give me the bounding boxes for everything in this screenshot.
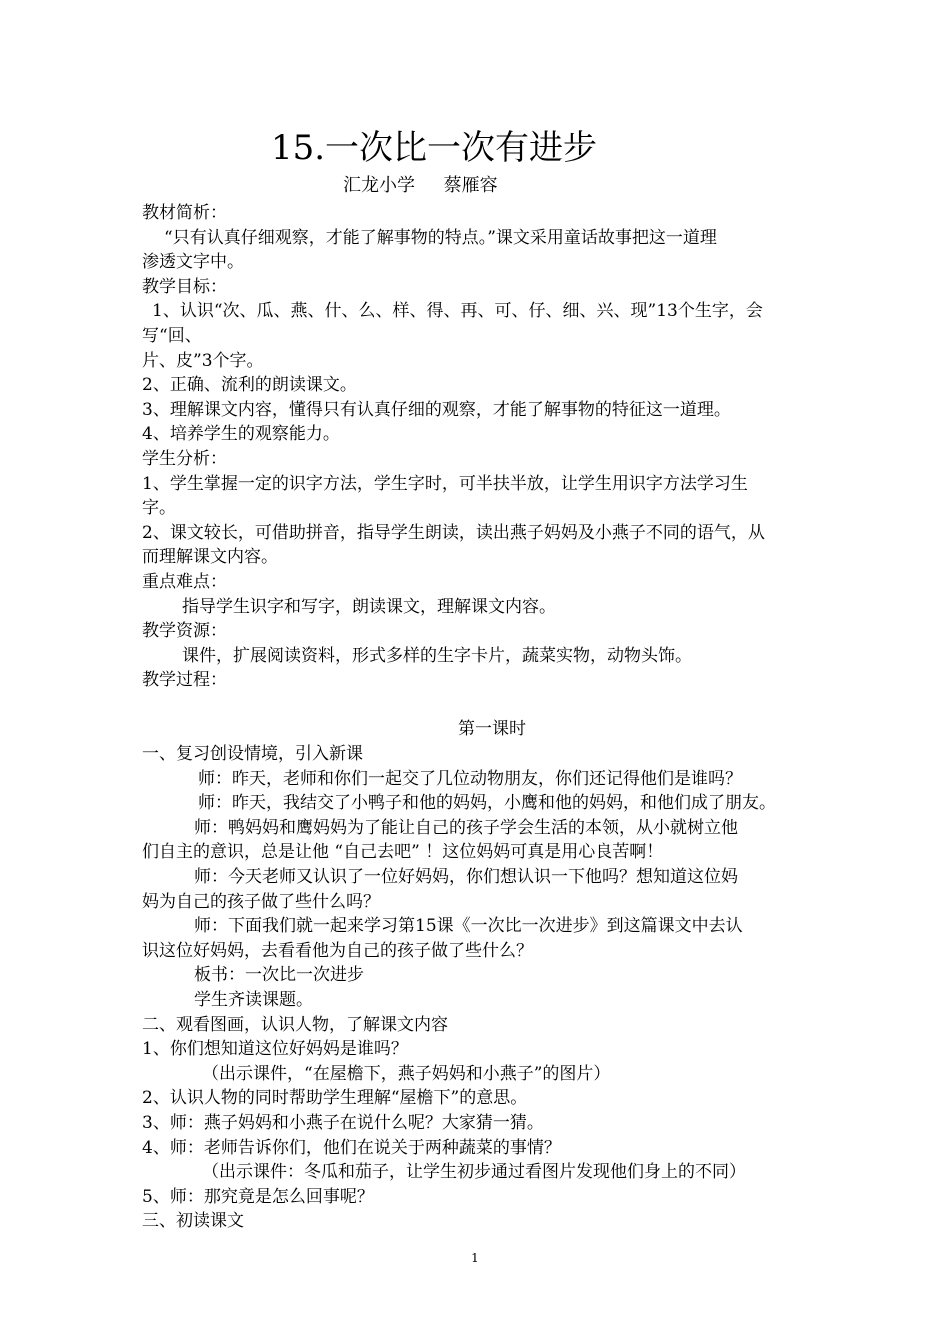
paragraph-line: 师：鸭妈妈和鹰妈妈为了能让自己的孩子学会生活的本领，从小就树立他 <box>194 817 738 838</box>
section-heading: 二、观看图画，认识人物，了解课文内容 <box>142 1014 448 1035</box>
blank-line <box>142 693 822 718</box>
paragraph-line: 4、师：老师告诉你们，他们在说关于两种蔬菜的事情？ <box>142 1137 561 1158</box>
paragraph-line: 字。 <box>142 498 176 519</box>
lesson-title: 15.一次比一次有进步 <box>270 128 598 168</box>
paragraph-line: 5、师：那究竟是怎么回事呢？ <box>142 1186 374 1207</box>
section-heading: 教学资源： <box>142 621 227 642</box>
paragraph-line: 2、正确、流利的朗读课文。 <box>142 375 357 396</box>
section-heading: 一、复习创设情境，引入新课 <box>142 744 363 765</box>
paragraph-line: （出示课件，“在屋檐下，燕子妈妈和小燕子”的图片） <box>202 1063 611 1084</box>
paragraph-line: 妈为自己的孩子做了些什么吗？ <box>142 891 380 912</box>
paragraph-line: “只有认真仔细观察，才能了解事物的特点。”课文采用童话故事把这一道理 <box>164 227 717 248</box>
paragraph-line: 师：今天老师又认识了一位好妈妈，你们想认识一下他吗？想知道这位妈 <box>194 867 738 888</box>
paragraph-line: 板书：一次比一次进步 <box>194 965 364 986</box>
lesson-period-heading: 第一课时 <box>458 719 526 740</box>
page-number: 1 <box>471 1251 479 1265</box>
section-heading: 重点难点： <box>142 571 227 592</box>
paragraph-line: 1、你们想知道这位好妈妈是谁吗？ <box>142 1039 408 1060</box>
section-heading: 教学目标： <box>142 276 227 297</box>
paragraph-line: 们自主的意识，总是让他 “自己去吧” ！这位妈妈可真是用心良苦啊！ <box>142 842 664 863</box>
paragraph-line: 而理解课文内容。 <box>142 547 278 568</box>
paragraph-line: 3、理解课文内容，懂得只有认真仔细的观察，才能了解事物的特征这一道理。 <box>142 399 731 420</box>
paragraph-line: 1、认识“次、瓜、燕、什、么、样、得、再、可、仔、细、兴、现”13个生字，会写“回、 <box>142 301 763 346</box>
paragraph-line: 2、认识人物的同时帮助学生理解“屋檐下”的意思。 <box>142 1088 528 1109</box>
document-body <box>142 201 822 1234</box>
paragraph-line: 识这位好妈妈，去看看他为自己的孩子做了些什么？ <box>142 940 533 961</box>
paragraph-line: 2、课文较长，可借助拼音，指导学生朗读，读出燕子妈妈及小燕子不同的语气，从 <box>142 522 765 543</box>
paragraph-line: 师：昨天，我结交了小鸭子和他的妈妈，小鹰和他的妈妈，和他们成了朋友。 <box>198 793 776 814</box>
section-heading: 三、初读课文 <box>142 1211 244 1232</box>
paragraph-line: 3、师：燕子妈妈和小燕子在说什么呢？大家猜一猜。 <box>142 1112 544 1133</box>
paragraph-line: 指导学生识字和写字，朗读课文，理解课文内容。 <box>182 596 556 617</box>
paragraph-line: 1、学生掌握一定的识字方法，学生字时，可半扶半放，让学生用识字方法学习生 <box>142 473 748 494</box>
paragraph-line: 学生齐读课题。 <box>194 990 313 1010</box>
paragraph-line: 4、培养学生的观察能力。 <box>142 424 340 445</box>
section-heading: 学生分析： <box>142 448 227 469</box>
paragraph-line: （出示课件：冬瓜和茄子，让学生初步通过看图片发现他们身上的不同） <box>202 1162 746 1183</box>
paragraph-line: 课件，扩展阅读资料，形式多样的生字卡片，蔬菜实物，动物头饰。 <box>182 645 692 666</box>
author-line: 汇龙小学 蔡雁容 <box>343 175 498 196</box>
section-heading: 教材简析： <box>142 203 227 223</box>
paragraph-line: 片、皮”3个字。 <box>142 350 264 371</box>
paragraph-line: 师：下面我们就一起来学习第15课《一次比一次进步》到这篇课文中去认 <box>194 916 743 937</box>
paragraph-line: 师：昨天，老师和你们一起交了几位动物朋友，你们还记得他们是谁吗？ <box>198 768 742 789</box>
section-heading: 教学过程： <box>142 670 227 691</box>
paragraph-line: 渗透文字中。 <box>142 252 244 273</box>
